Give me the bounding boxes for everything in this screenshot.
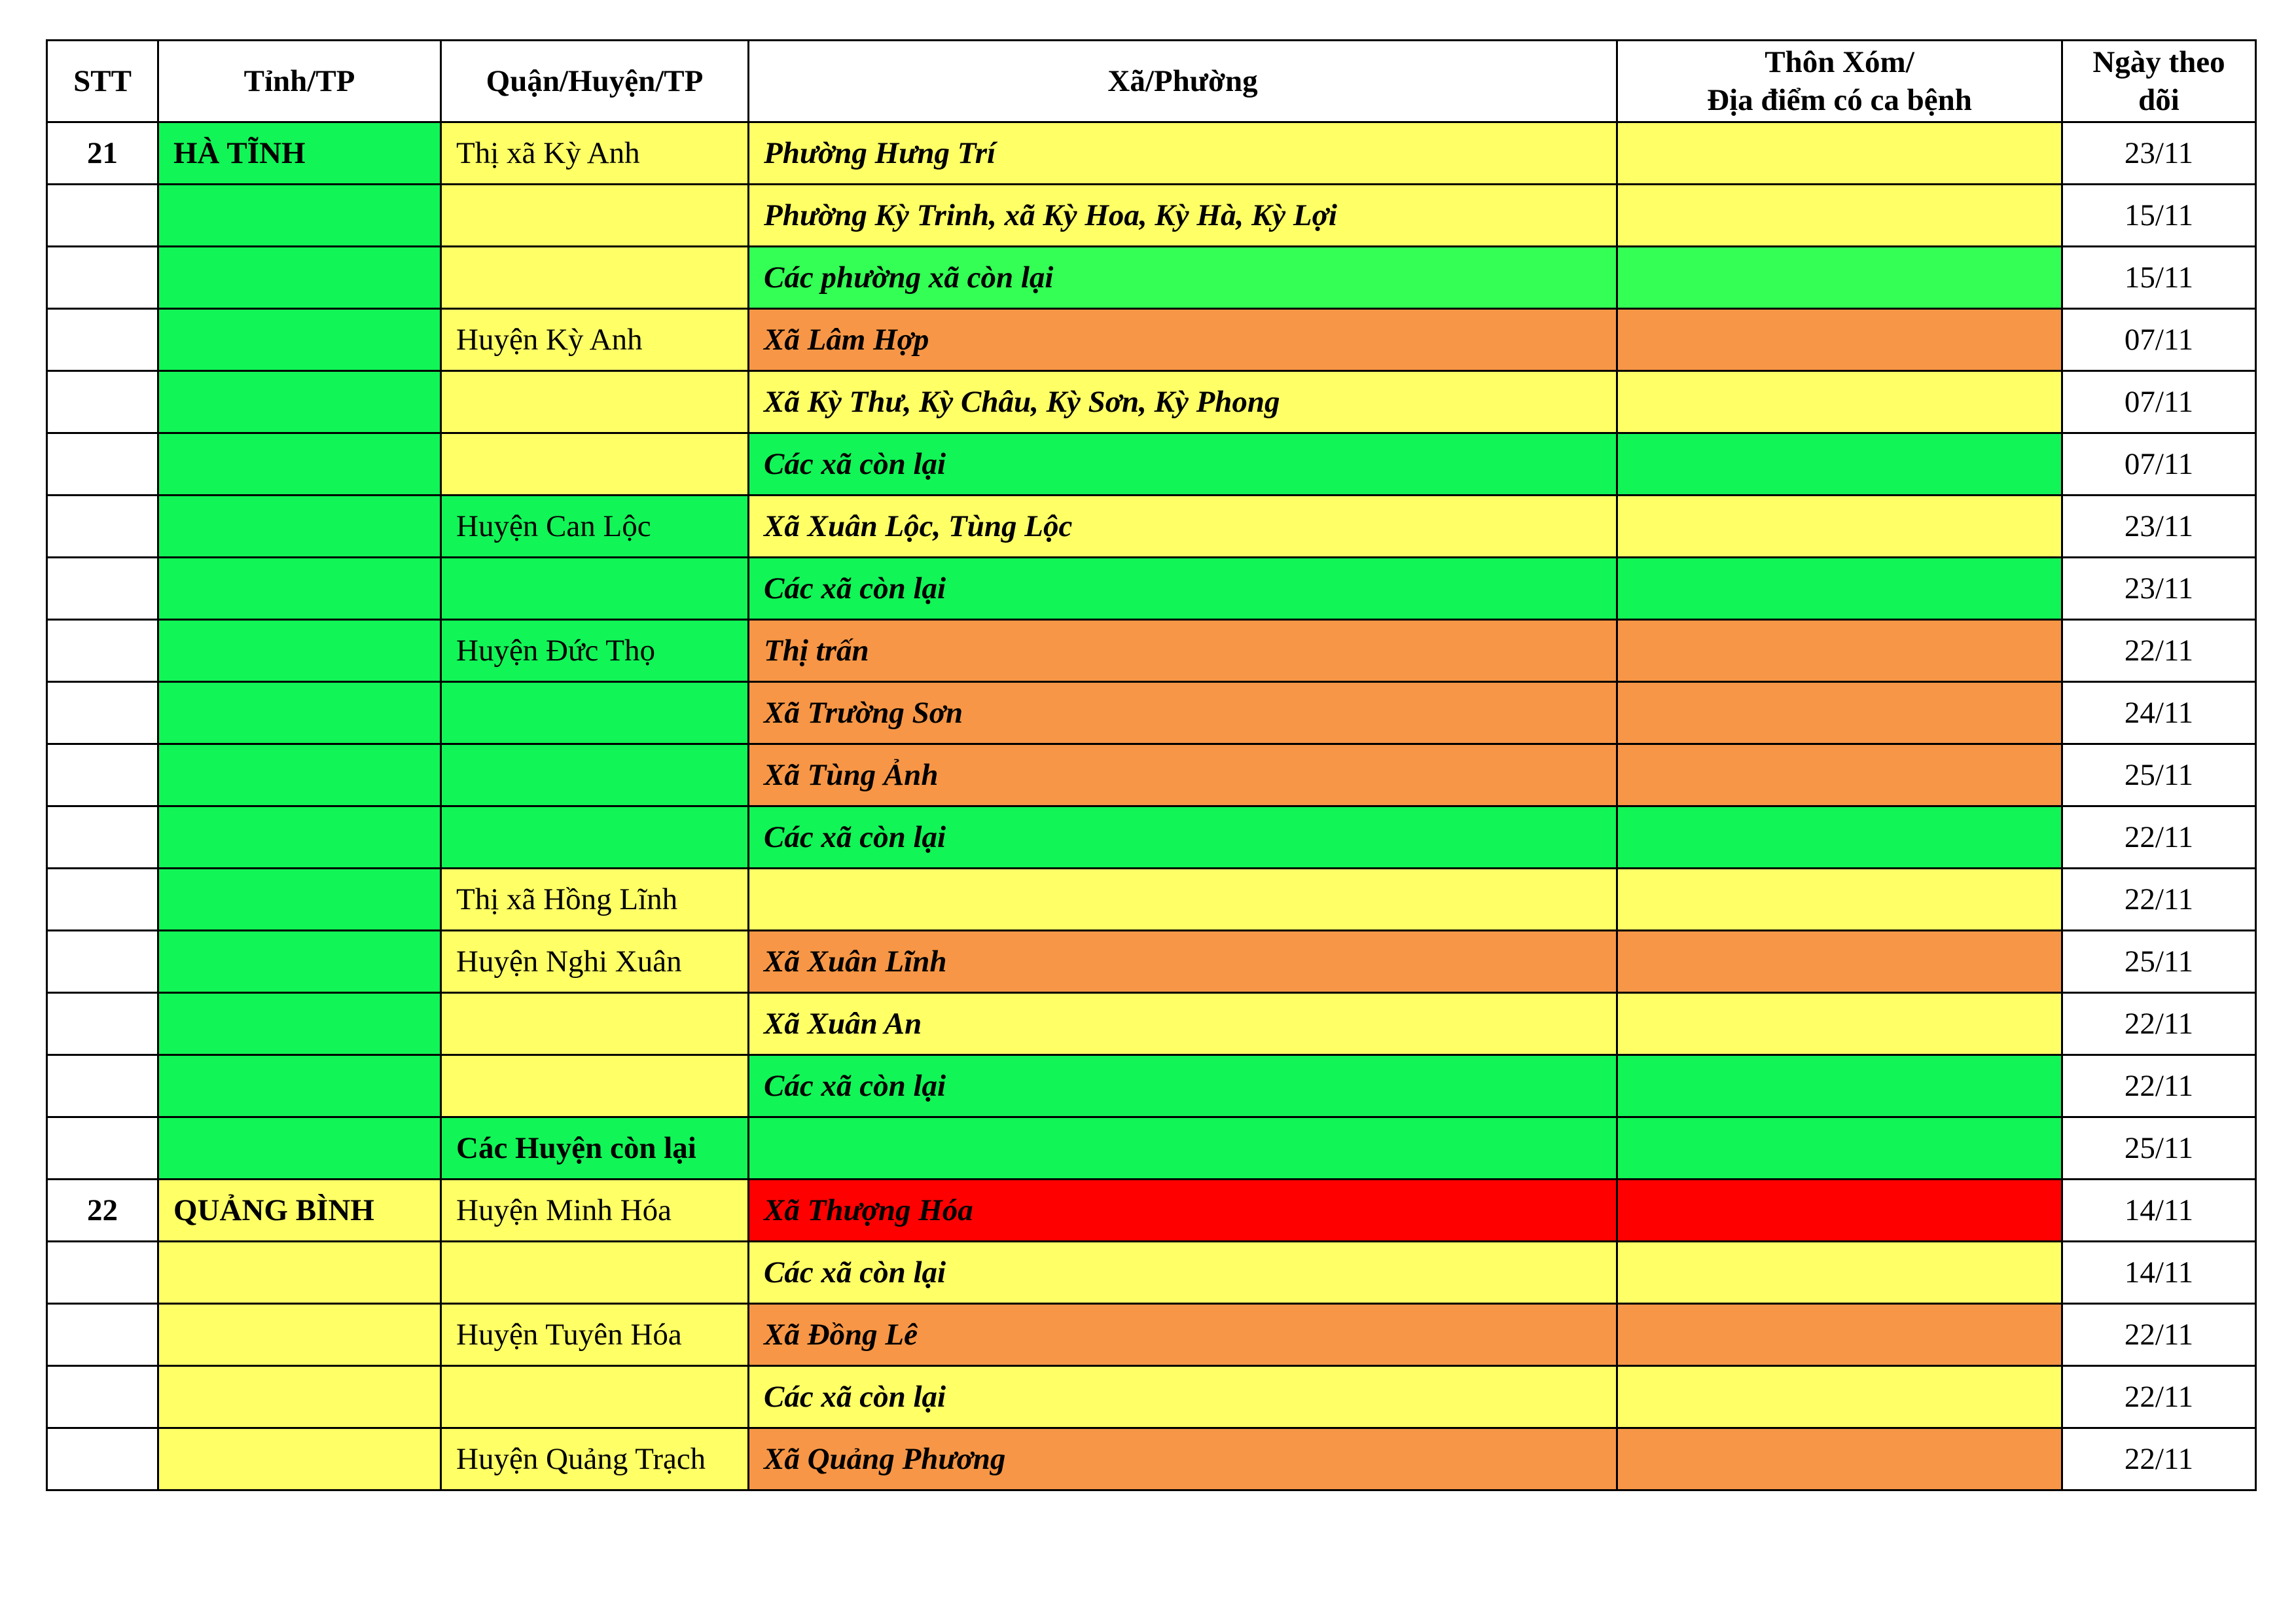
cell-commune: Xã Xuân Lộc, Tùng Lộc [749,496,1617,558]
cell-district [441,433,749,496]
cell-village [1617,122,2062,185]
cell-stt [47,309,158,371]
cell-date: 23/11 [2062,122,2256,185]
cell-commune: Các xã còn lại [749,1055,1617,1117]
cell-stt [47,247,158,309]
cell-date: 22/11 [2062,869,2256,931]
cell-province [158,682,441,744]
cell-district: Huyện Can Lộc [441,496,749,558]
cell-province [158,1117,441,1180]
cell-province [158,806,441,869]
cell-commune: Các xã còn lại [749,1366,1617,1428]
cell-district: Thị xã Kỳ Anh [441,122,749,185]
cell-commune: Xã Kỳ Thư, Kỳ Châu, Kỳ Sơn, Kỳ Phong [749,371,1617,433]
cell-district: Huyện Kỳ Anh [441,309,749,371]
cell-province [158,1055,441,1117]
cell-province: QUẢNG BÌNH [158,1180,441,1242]
cell-province [158,558,441,620]
cell-stt [47,993,158,1055]
cell-date: 15/11 [2062,185,2256,247]
cell-commune: Xã Quảng Phương [749,1428,1617,1490]
cell-commune: Phường Kỳ Trinh, xã Kỳ Hoa, Kỳ Hà, Kỳ Lợi [749,185,1617,247]
header-date-line1: Ngày theo [2092,45,2225,79]
cell-province [158,869,441,931]
cell-district [441,682,749,744]
cell-stt [47,931,158,993]
cell-province [158,185,441,247]
cell-stt [47,869,158,931]
header-province: Tỉnh/TP [158,41,441,122]
header-date-line2: dõi [2138,83,2179,117]
cell-stt [47,558,158,620]
cell-date: 22/11 [2062,806,2256,869]
table-row [47,1428,2256,1490]
cell-district: Huyện Quảng Trạch [441,1428,749,1490]
cell-village [1617,931,2062,993]
table-row [47,1242,2256,1304]
cell-date: 25/11 [2062,1117,2256,1180]
cell-district: Huyện Minh Hóa [441,1180,749,1242]
table-row [47,185,2256,247]
cell-province [158,247,441,309]
cell-district: Huyện Nghi Xuân [441,931,749,993]
cell-date: 07/11 [2062,309,2256,371]
cell-date: 14/11 [2062,1242,2256,1304]
cell-province [158,496,441,558]
cell-stt: 22 [47,1180,158,1242]
cell-date: 23/11 [2062,496,2256,558]
cell-district [441,806,749,869]
cell-commune: Xã Đồng Lê [749,1304,1617,1366]
table-row [47,869,2256,931]
cell-commune: Các xã còn lại [749,806,1617,869]
cell-province [158,620,441,682]
cell-commune: Phường Hưng Trí [749,122,1617,185]
cell-province [158,744,441,806]
cell-province [158,309,441,371]
cell-district [441,993,749,1055]
cell-date: 25/11 [2062,931,2256,993]
cell-commune: Các phường xã còn lại [749,247,1617,309]
cell-stt [47,496,158,558]
cell-date: 22/11 [2062,1428,2256,1490]
cell-date: 22/11 [2062,1366,2256,1428]
cell-village [1617,620,2062,682]
table-row [47,993,2256,1055]
cell-village [1617,1055,2062,1117]
table-row [47,806,2256,869]
cell-district: Huyện Tuyên Hóa [441,1304,749,1366]
table-row [47,1055,2256,1117]
cell-commune: Xã Lâm Hợp [749,309,1617,371]
cell-village [1617,869,2062,931]
cell-village [1617,1117,2062,1180]
cell-province [158,1428,441,1490]
table-row [47,496,2256,558]
cell-stt: 21 [47,122,158,185]
cell-village [1617,1180,2062,1242]
header-village [1617,41,2062,122]
cell-commune: Xã Xuân Lĩnh [749,931,1617,993]
header-stt: STT [47,41,158,122]
cell-village [1617,1304,2062,1366]
cell-date: 24/11 [2062,682,2256,744]
cell-district [441,1055,749,1117]
cell-commune: Xã Xuân An [749,993,1617,1055]
cell-district [441,558,749,620]
cell-date: 07/11 [2062,433,2256,496]
cell-district: Các Huyện còn lại [441,1117,749,1180]
table-row [47,1117,2256,1180]
cell-stt [47,1242,158,1304]
cell-district: Thị xã Hồng Lĩnh [441,869,749,931]
cell-stt [47,185,158,247]
cell-village [1617,371,2062,433]
cell-village [1617,1428,2062,1490]
table-row [47,247,2256,309]
cell-village [1617,433,2062,496]
table-row [47,433,2256,496]
table-row [47,620,2256,682]
cell-province: HÀ TĨNH [158,122,441,185]
header-district: Quận/Huyện/TP [441,41,749,122]
cell-date: 22/11 [2062,1304,2256,1366]
cell-province [158,993,441,1055]
cell-province [158,931,441,993]
header-village-line1: Thôn Xóm/ [1765,45,1914,79]
table-row [47,122,2256,185]
cell-district [441,185,749,247]
cell-village [1617,744,2062,806]
cell-stt [47,1366,158,1428]
cell-commune: Xã Thượng Hóa [749,1180,1617,1242]
cell-date: 22/11 [2062,1055,2256,1117]
cell-date: 23/11 [2062,558,2256,620]
cell-village [1617,496,2062,558]
cell-date: 15/11 [2062,247,2256,309]
table-row [47,371,2256,433]
cell-commune: Xã Trường Sơn [749,682,1617,744]
cell-commune: Các xã còn lại [749,558,1617,620]
table-row [47,1304,2256,1366]
cell-stt [47,806,158,869]
table-body [47,122,2256,1490]
cell-district [441,744,749,806]
cell-stt [47,1055,158,1117]
cell-stt [47,433,158,496]
cell-district [441,371,749,433]
cell-village [1617,806,2062,869]
cell-village [1617,993,2062,1055]
cell-province [158,1366,441,1428]
table-row [47,744,2256,806]
cell-commune: Các xã còn lại [749,433,1617,496]
table-row [47,931,2256,993]
cell-village [1617,309,2062,371]
header-village-line2: Địa điểm có ca bệnh [1707,83,1972,117]
cell-province [158,433,441,496]
cell-stt [47,1117,158,1180]
cell-stt [47,682,158,744]
cell-date: 22/11 [2062,620,2256,682]
table-row [47,309,2256,371]
cell-district: Huyện Đức Thọ [441,620,749,682]
cell-province [158,371,441,433]
cell-commune: Xã Tùng Ảnh [749,744,1617,806]
cell-district [441,247,749,309]
header-commune: Xã/Phường [749,41,1617,122]
header-date [2062,41,2256,122]
cell-date: 25/11 [2062,744,2256,806]
table-row [47,558,2256,620]
cell-stt [47,620,158,682]
cell-district [441,1242,749,1304]
cell-stt [47,371,158,433]
cell-province [158,1242,441,1304]
cell-commune [749,1117,1617,1180]
cell-village [1617,682,2062,744]
cell-stt [47,744,158,806]
covid-level-table [46,39,2257,1491]
cell-commune: Các xã còn lại [749,1242,1617,1304]
table-row [47,1366,2256,1428]
table-row [47,1180,2256,1242]
cell-date: 14/11 [2062,1180,2256,1242]
cell-date: 22/11 [2062,993,2256,1055]
header-row [47,41,2256,122]
cell-stt [47,1304,158,1366]
cell-commune: Thị trấn [749,620,1617,682]
cell-date: 07/11 [2062,371,2256,433]
table-row [47,682,2256,744]
cell-village [1617,1366,2062,1428]
cell-village [1617,558,2062,620]
cell-district [441,1366,749,1428]
cell-stt [47,1428,158,1490]
cell-province [158,1304,441,1366]
cell-commune [749,869,1617,931]
cell-village [1617,185,2062,247]
cell-village [1617,1242,2062,1304]
cell-village [1617,247,2062,309]
